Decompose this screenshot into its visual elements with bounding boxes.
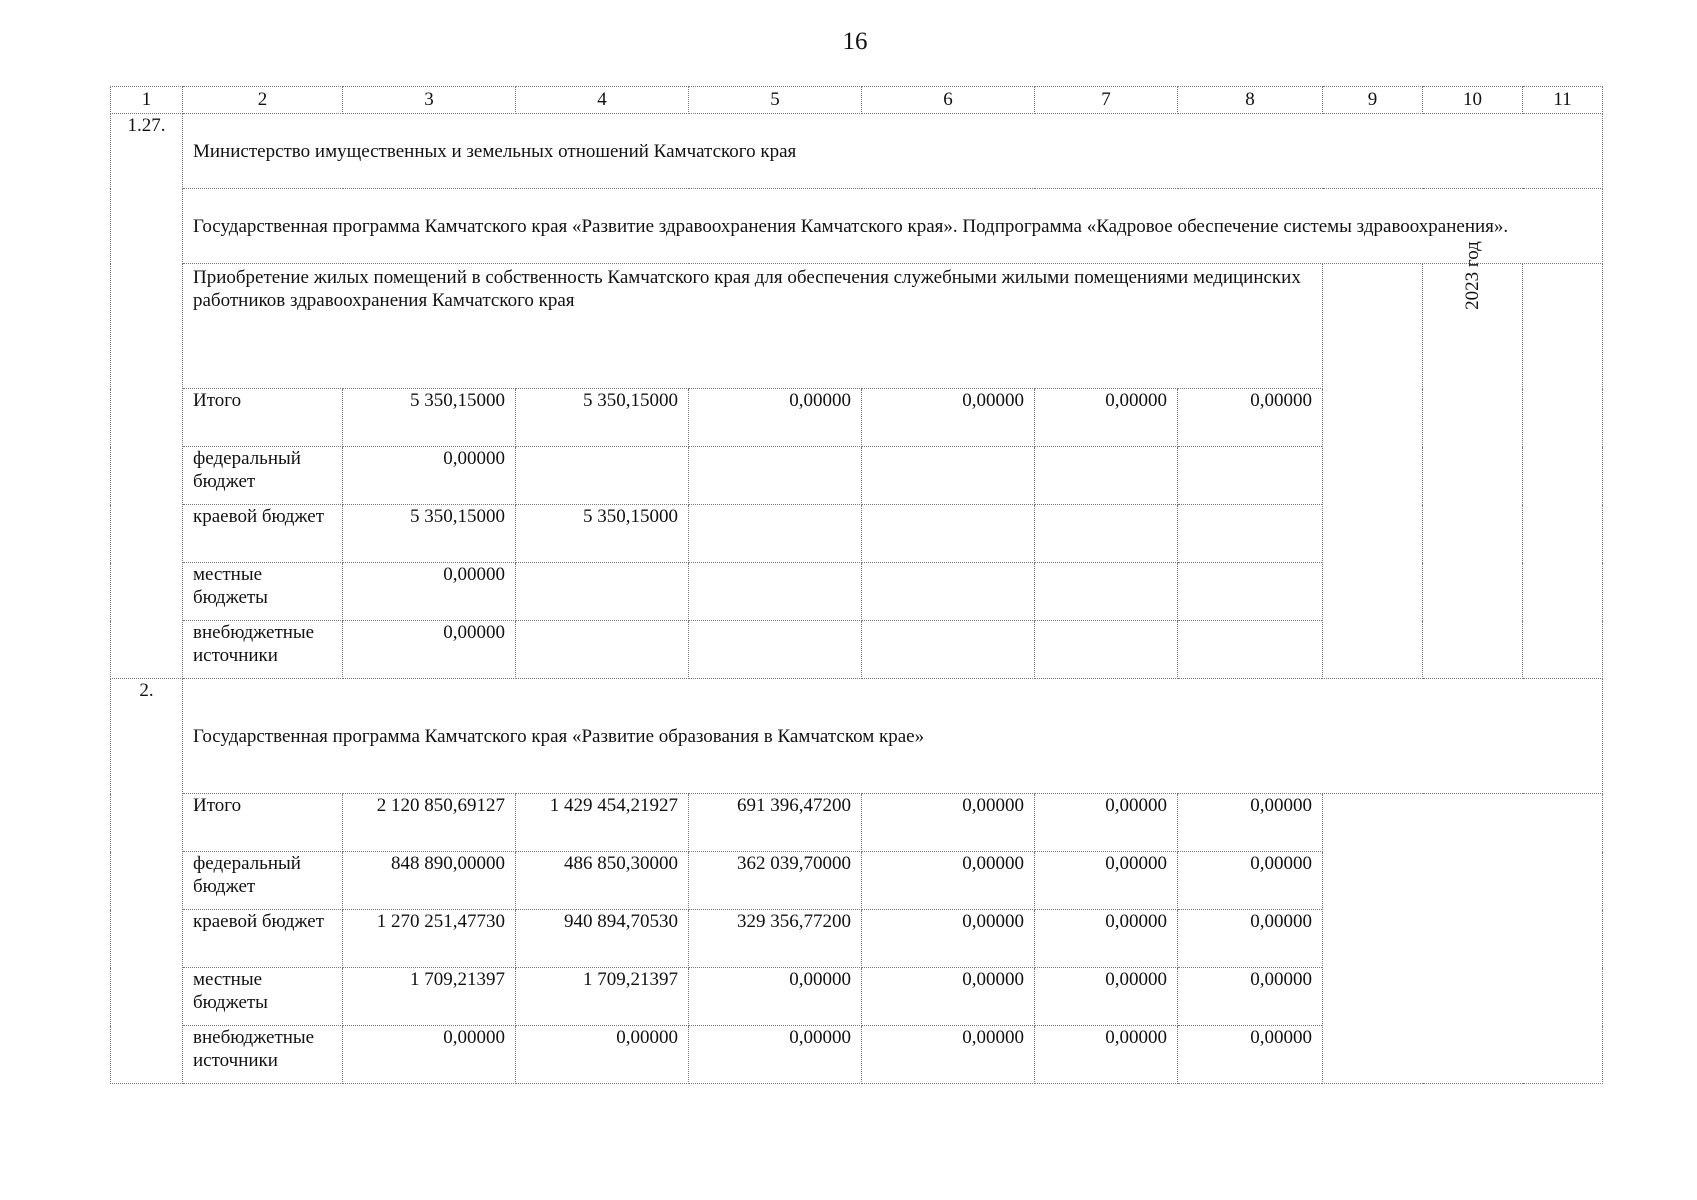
empty-cell: [1523, 264, 1603, 679]
value-cell: 1 709,21397: [516, 968, 689, 1026]
value-cell: 0,00000: [689, 389, 862, 447]
value-cell: 5 350,15000: [343, 389, 516, 447]
value-cell: 5 350,15000: [516, 389, 689, 447]
row-code: 2.: [111, 679, 183, 1084]
value-cell: 1 709,21397: [343, 968, 516, 1026]
value-cell: 0,00000: [862, 852, 1035, 910]
value-cell: 0,00000: [1178, 794, 1323, 852]
empty-cell: [1323, 264, 1423, 679]
value-cell: 0,00000: [1178, 389, 1323, 447]
program-name: Государственная программа Камчатского края «Развитие образования в Камчатском крае»: [183, 679, 1603, 794]
column-number: 6: [862, 87, 1035, 114]
value-cell: 0,00000: [862, 389, 1035, 447]
value-cell: 0,00000: [343, 563, 516, 621]
value-cell: 0,00000: [343, 1026, 516, 1084]
value-cell: 0,00000: [343, 447, 516, 505]
value-cell: 329 356,77200: [689, 910, 862, 968]
column-number: 7: [1035, 87, 1178, 114]
value-cell: 362 039,70000: [689, 852, 862, 910]
value-cell: 848 890,00000: [343, 852, 516, 910]
value-cell: 2 120 850,69127: [343, 794, 516, 852]
value-cell: 0,00000: [343, 621, 516, 679]
budget-label: Итого: [183, 794, 343, 852]
value-cell: [1035, 563, 1178, 621]
row-code: 1.27.: [111, 114, 183, 679]
value-cell: 0,00000: [1178, 1026, 1323, 1084]
value-cell: 5 350,15000: [516, 505, 689, 563]
column-number: 9: [1323, 87, 1423, 114]
value-cell: 0,00000: [689, 968, 862, 1026]
value-cell: 0,00000: [862, 794, 1035, 852]
budget-table: [110, 86, 1603, 1084]
value-cell: [1035, 447, 1178, 505]
budget-label: федеральный бюджет: [183, 447, 343, 505]
budget-label: внебюджетные источники: [183, 1026, 343, 1084]
column-number: 11: [1523, 87, 1603, 114]
value-cell: 0,00000: [862, 968, 1035, 1026]
value-cell: 1 429 454,21927: [516, 794, 689, 852]
value-cell: 0,00000: [1035, 1026, 1178, 1084]
column-number: 3: [343, 87, 516, 114]
year-cell: [1423, 241, 1523, 679]
value-cell: [862, 621, 1035, 679]
column-number: 5: [689, 87, 862, 114]
column-number: 1: [111, 87, 183, 114]
value-cell: [689, 447, 862, 505]
value-cell: 0,00000: [1035, 389, 1178, 447]
program-row: [111, 189, 1603, 264]
value-cell: [689, 563, 862, 621]
ministry-row: [111, 114, 1603, 189]
value-cell: [862, 563, 1035, 621]
column-number: 10: [1423, 87, 1523, 114]
column-number-row: [111, 87, 1603, 114]
budget-label: краевой бюджет: [183, 910, 343, 968]
event-row: [111, 264, 1603, 389]
value-cell: 0,00000: [862, 910, 1035, 968]
value-cell: [1178, 563, 1323, 621]
value-cell: 486 850,30000: [516, 852, 689, 910]
table-row: [111, 794, 1603, 852]
budget-label: Итого: [183, 389, 343, 447]
event-name: Приобретение жилых помещений в собственность Камчатского края для обеспечения служебными жилыми помещениями медицинских работников здравоохранения Камчатского края: [183, 264, 1323, 389]
value-cell: 0,00000: [1035, 852, 1178, 910]
budget-label: местные бюджеты: [183, 968, 343, 1026]
value-cell: [862, 505, 1035, 563]
budget-label: внебюджетные источники: [183, 621, 343, 679]
page-number: 16: [842, 28, 868, 55]
value-cell: [689, 505, 862, 563]
value-cell: [1178, 447, 1323, 505]
value-cell: 0,00000: [689, 1026, 862, 1084]
column-number: 8: [1178, 87, 1323, 114]
program-name: Государственная программа Камчатского края «Развитие здравоохранения Камчатского края». Подпрограмма «Кадровое обеспечение системы здравоохранения».: [183, 189, 1603, 264]
value-cell: 0,00000: [1178, 910, 1323, 968]
value-cell: [1178, 621, 1323, 679]
value-cell: [862, 447, 1035, 505]
value-cell: [689, 621, 862, 679]
value-cell: 0,00000: [1178, 968, 1323, 1026]
empty-cell: [1323, 794, 1603, 1084]
ministry-name: Министерство имущественных и земельных отношений Камчатского края: [183, 114, 1603, 189]
value-cell: 1 270 251,47730: [343, 910, 516, 968]
value-cell: 0,00000: [1035, 968, 1178, 1026]
value-cell: 0,00000: [1178, 852, 1323, 910]
value-cell: 691 396,47200: [689, 794, 862, 852]
column-number: 4: [516, 87, 689, 114]
value-cell: [516, 621, 689, 679]
budget-label: местные бюджеты: [183, 563, 343, 621]
value-cell: [516, 563, 689, 621]
value-cell: 0,00000: [1035, 794, 1178, 852]
value-cell: 0,00000: [862, 1026, 1035, 1084]
value-cell: 940 894,70530: [516, 910, 689, 968]
column-number: 2: [183, 87, 343, 114]
value-cell: [1035, 505, 1178, 563]
program-row: [111, 679, 1603, 794]
year-text: 2023 год: [1461, 241, 1483, 310]
budget-label: краевой бюджет: [183, 505, 343, 563]
budget-label: федеральный бюджет: [183, 852, 343, 910]
value-cell: [1035, 621, 1178, 679]
value-cell: 5 350,15000: [343, 505, 516, 563]
value-cell: 0,00000: [516, 1026, 689, 1084]
value-cell: [1178, 505, 1323, 563]
value-cell: [516, 447, 689, 505]
value-cell: 0,00000: [1035, 910, 1178, 968]
